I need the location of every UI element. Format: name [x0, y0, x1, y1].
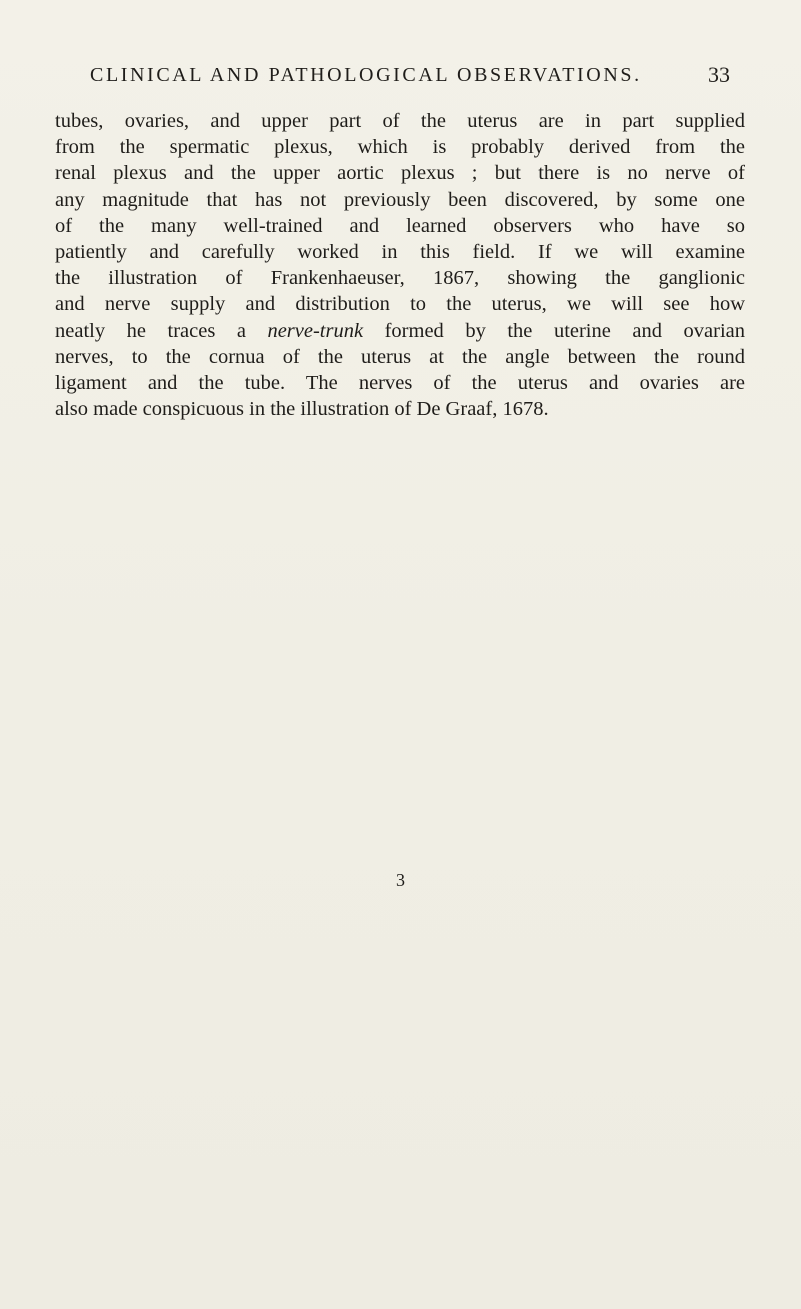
text-line: renal plexus and the upper aortic plexus ; but there is no nerve of: [55, 162, 745, 185]
running-title: CLINICAL AND PATHOLOGICAL OBSERVATIONS.: [90, 64, 642, 86]
running-head: [90, 64, 730, 94]
text-line: tubes, ovaries, and upper part of the uterus are in part supplied: [55, 110, 745, 132]
text-line: any magnitude that has not previously been discovered, by some one: [55, 188, 745, 211]
text-line-final: also made conspicuous in the illustration of De Graaf, 1678.: [55, 398, 549, 421]
page-number: 33: [708, 62, 730, 87]
text-fragment: formed by the uterine and ovarian: [363, 319, 745, 342]
italic-term: nerve-trunk: [267, 319, 364, 342]
signature-mark: 3: [396, 870, 405, 890]
text-line: the illustration of Frankenhaeuser, 1867, showing the ganglionic: [55, 267, 745, 290]
text-line: from the spermatic plexus, which is probably derived from the: [55, 136, 745, 159]
text-fragment: neatly he traces a: [55, 319, 268, 342]
text-line: ligament and the tube. The nerves of the uterus and ovaries are: [55, 371, 745, 394]
text-line: of the many well-trained and learned observers who have so: [55, 214, 745, 237]
text-line: patiently and carefully worked in this field. If we will examine: [55, 240, 745, 263]
text-line: and nerve supply and distribution to the uterus, we will see how: [55, 293, 745, 316]
text-line-with-italic: [55, 318, 745, 344]
text-line: nerves, to the cornua of the uterus at the angle between the round: [55, 345, 745, 368]
body-paragraph: [55, 108, 745, 422]
